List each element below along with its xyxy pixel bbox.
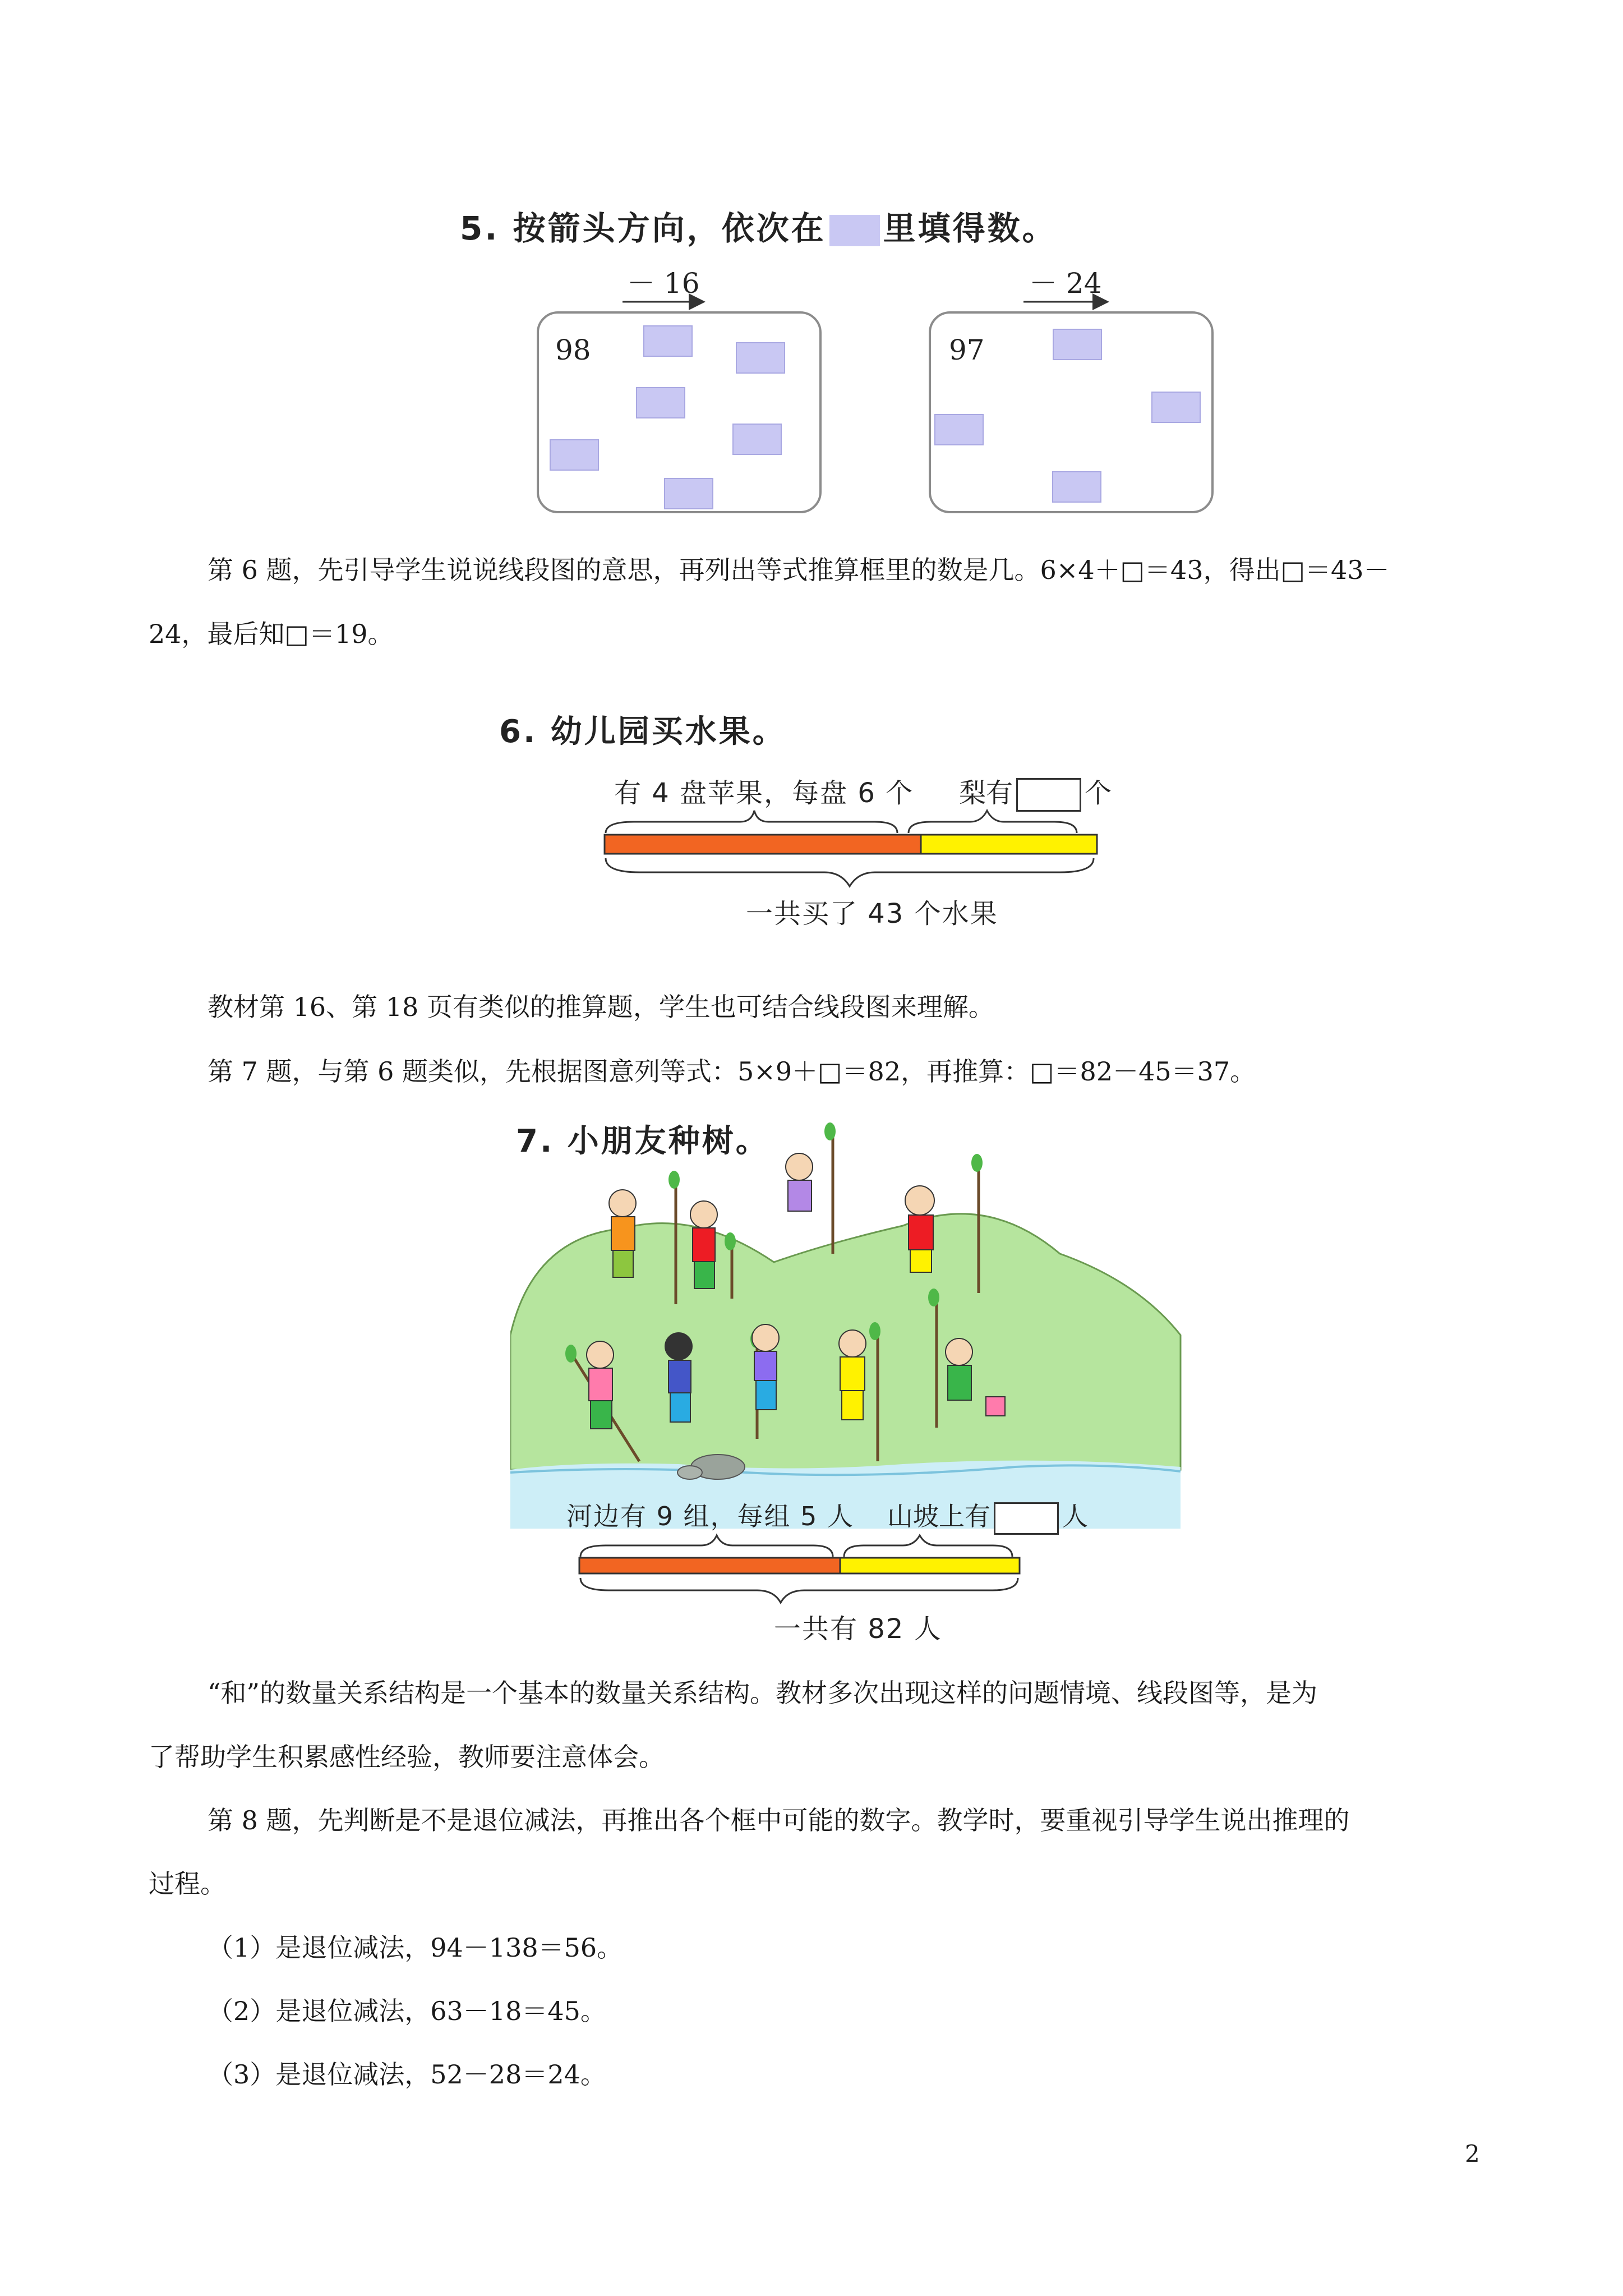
problem5-figure	[449, 202, 1234, 527]
problem7-figure	[510, 1114, 1195, 1646]
answer-box[interactable]	[550, 439, 599, 471]
p-he-line1: “和”的数量关系结构是一个基本的数量关系结构。教材多次出现这样的问题情境、线段图等，是为	[208, 1678, 1318, 1708]
answer-box[interactable]	[636, 387, 685, 418]
problem6-figure	[494, 701, 1189, 948]
riverside-segment	[579, 1558, 840, 1573]
p6-line1: 第 6 题，先引导学生说说线段图的意思，再列出等式推算框里的数是几。6×4＋□＝43，得出□＝43－	[208, 555, 1390, 585]
p7: 第 7 题，与第 6 题类似，先根据图意列等式：5×9＋□＝82，再推算：□＝82－45＝37。	[208, 1056, 1256, 1087]
list-item: （1）是退位减法，94－138＝56。	[208, 1932, 623, 1963]
answer-box[interactable]	[664, 478, 713, 509]
answer-box[interactable]	[1052, 471, 1101, 503]
pears-label-b: 个	[1085, 777, 1112, 809]
hillside-label-b: 人	[1062, 1501, 1088, 1531]
p8-line2: 过程。	[149, 1869, 226, 1899]
fruit-total-label: 一共买了 43 个水果	[746, 898, 998, 930]
apples-label: 有 4 盘苹果，每盘 6 个	[614, 777, 914, 809]
problem6-title: 6. 幼儿园买水果。	[499, 714, 786, 750]
list-item: （2）是退位减法，63－18＝45。	[208, 1996, 606, 2026]
apples-segment	[605, 835, 921, 854]
answer-box[interactable]	[1053, 329, 1102, 360]
problem5-title-text: 5. 按箭头方向，依次在	[460, 209, 826, 247]
answer-box[interactable]	[732, 424, 782, 455]
hillside-label	[887, 1496, 1088, 1535]
pears-label-a: 梨有	[959, 777, 1013, 809]
problem7-title: 7. 小朋友种树。	[516, 1123, 769, 1159]
p8-line1: 第 8 题，先判断是不是退位减法，再推出各个框中可能的数字。教学时，要重视引导学生说出推理的	[208, 1805, 1350, 1835]
answer-box[interactable]	[934, 414, 984, 445]
hillside-segment	[840, 1558, 1020, 1573]
answer-box[interactable]	[643, 325, 693, 357]
right-start-number: 97	[949, 334, 985, 366]
hillside-answer-box[interactable]	[994, 1502, 1059, 1535]
answer-box[interactable]	[1151, 392, 1201, 423]
pears-segment	[921, 835, 1097, 854]
tree-planting-illustration	[510, 1114, 1195, 1646]
list-item: （3）是退位减法，52－28＝24。	[208, 2059, 606, 2090]
p6-line2: 24，最后知□＝19。	[149, 619, 394, 649]
children-total-label: 一共有 82 人	[774, 1613, 942, 1645]
left-operator: － 16	[627, 267, 700, 300]
page-number: 2	[1465, 2140, 1480, 2168]
riverside-label: 河边有 9 组，每组 5 人	[566, 1501, 855, 1531]
problem5-title-tail: 里填得数。	[883, 209, 1057, 247]
hillside-label-a: 山坡上有	[887, 1501, 990, 1531]
p-he-line2: 了帮助学生积累感性经验，教师要注意体会。	[149, 1742, 665, 1772]
right-operator: － 24	[1029, 267, 1102, 300]
answer-box[interactable]	[736, 342, 785, 374]
p-textbook: 教材第 16、第 18 页有类似的推算题，学生也可结合线段图来理解。	[208, 992, 994, 1022]
left-start-number: 98	[555, 334, 591, 366]
